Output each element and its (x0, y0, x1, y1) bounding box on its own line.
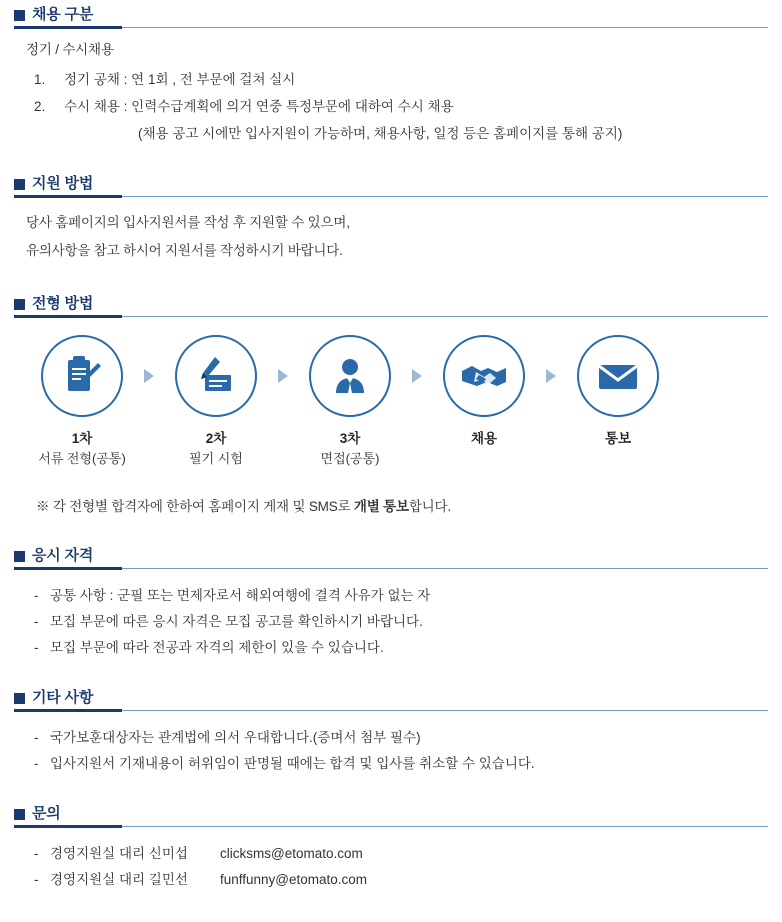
arrow-right-icon (136, 369, 162, 383)
section-divider (14, 26, 768, 30)
section-apply-method (14, 169, 768, 263)
list-item (26, 751, 768, 777)
list-text: 공통 사항 : 군필 또는 면제자로서 해외여행에 결격 사유가 없는 자 (50, 588, 431, 603)
list-item (26, 725, 768, 751)
section-divider (14, 709, 768, 713)
process-note-suffix: 합니다. (408, 499, 451, 514)
section-header (14, 683, 768, 709)
dash-bullet: - (34, 640, 39, 655)
process-steps (14, 319, 768, 469)
divider-thin (14, 826, 768, 827)
step-circle (41, 335, 123, 417)
dash-bullet: - (34, 872, 39, 887)
process-note (14, 469, 768, 515)
step-circle (443, 335, 525, 417)
step-label-primary: 2차 (205, 431, 227, 446)
step-label-secondary: 필기 시험 (189, 451, 243, 466)
list-item (26, 93, 768, 120)
arrow-right-icon (404, 369, 430, 383)
contact-person: 경영지원실 대리 신미섭 (50, 846, 188, 861)
section-recruit-type (14, 0, 768, 147)
list-item (26, 609, 768, 635)
divider-thin (14, 27, 768, 28)
contact-email[interactable]: clicksms@etomato.com (220, 846, 363, 861)
section-header (14, 289, 768, 315)
square-bullet-icon (14, 10, 25, 21)
step-label-primary: 3차 (339, 431, 361, 446)
process-step-2 (162, 335, 270, 469)
square-bullet-icon (14, 551, 25, 562)
list-item (26, 583, 768, 609)
process-note-emphasis: 개별 통보 (353, 499, 409, 514)
process-step-3 (296, 335, 404, 469)
dash-bullet: - (34, 730, 39, 745)
section-header (14, 799, 768, 825)
arrow-right-icon (538, 369, 564, 383)
list-text: 모집 부문에 따른 응시 자격은 모집 공고를 확인하시기 바랍니다. (50, 614, 423, 629)
list-text: 입사지원서 기재내용이 허위임이 판명될 때에는 합격 및 입사를 취소할 수 있습니다. (50, 756, 535, 771)
list-text: 국가보훈대상자는 관계법에 의서 우대합니다.(증며서 첨부 필수) (50, 730, 421, 745)
section-body (14, 30, 768, 147)
divider-thin (14, 568, 768, 569)
square-bullet-icon (14, 693, 25, 704)
dash-bullet: - (34, 588, 39, 603)
section-divider (14, 315, 768, 319)
process-step-1 (28, 335, 136, 469)
recruit-type-note: (채용 공고 시에만 입사지원이 가능하며, 채용사항, 일정 등은 홈페이지를 통해 공지) (138, 126, 623, 141)
section-header (14, 541, 768, 567)
step-circle (309, 335, 391, 417)
contact-person: 경영지원실 대리 길민선 (50, 872, 188, 887)
step-label-secondary: 서류 전형(공통) (38, 451, 126, 466)
process-note-prefix: ※ 각 전형별 합격자에 한하여 홈페이지 게재 및 SMS로 (36, 499, 354, 514)
contact-item (26, 867, 768, 893)
process-step-4 (430, 335, 538, 449)
section-title: 지원 방법 (32, 175, 94, 192)
divider-thin (14, 710, 768, 711)
section-title: 채용 구분 (32, 6, 94, 23)
square-bullet-icon (14, 179, 25, 190)
clipboard-pen-icon (59, 353, 105, 399)
step-label-primary: 통보 (604, 431, 632, 446)
step-circle (175, 335, 257, 417)
step-label-secondary: 면접(공통) (320, 451, 380, 466)
dash-bullet: - (34, 846, 39, 861)
divider-thick (14, 825, 122, 828)
section-etc (14, 683, 768, 777)
person-tie-icon (327, 353, 373, 399)
handshake-icon (459, 353, 509, 399)
square-bullet-icon (14, 809, 25, 820)
section-eligibility (14, 541, 768, 661)
section-divider (14, 567, 768, 571)
divider-thick (14, 567, 122, 570)
list-text: 모집 부문에 따라 전공과 자격의 제한이 있을 수 있습니다. (50, 640, 384, 655)
section-divider (14, 825, 768, 829)
list-text: 정기 공채 : 연 1회 , 전 부문에 걸쳐 실시 (64, 72, 296, 87)
list-number: 2. (34, 99, 46, 114)
list-text: 수시 채용 : 인력수급계획에 의거 연중 특정부문에 대하여 수시 채용 (64, 99, 454, 114)
divider-thick (14, 315, 122, 318)
section-header (14, 0, 768, 26)
dash-bullet: - (34, 756, 39, 771)
apply-line: 당사 홈페이지의 입사지원서를 작성 후 지원할 수 있으며, (26, 215, 350, 230)
lead-text: 정기 / 수시채용 (26, 42, 114, 57)
square-bullet-icon (14, 299, 25, 310)
divider-thin (14, 316, 768, 317)
divider-thick (14, 195, 122, 198)
list-number: 1. (34, 72, 46, 87)
envelope-icon (594, 353, 642, 399)
contact-email[interactable]: funffunny@etomato.com (220, 872, 368, 887)
section-body (14, 713, 768, 777)
section-contact (14, 799, 768, 893)
section-title: 전형 방법 (32, 295, 94, 312)
list-item (26, 635, 768, 661)
section-process (14, 289, 768, 515)
section-title: 문의 (32, 805, 61, 822)
pen-paper-icon (193, 353, 239, 399)
step-circle (577, 335, 659, 417)
divider-thick (14, 26, 122, 29)
divider-thin (14, 196, 768, 197)
step-label-primary: 채용 (470, 431, 498, 446)
section-body (14, 571, 768, 661)
arrow-right-icon (270, 369, 296, 383)
section-body (14, 199, 768, 263)
contact-item (26, 841, 768, 867)
section-header (14, 169, 768, 195)
section-title: 응시 자격 (32, 547, 94, 564)
divider-thick (14, 709, 122, 712)
list-item (26, 66, 768, 93)
dash-bullet: - (34, 614, 39, 629)
section-title: 기타 사항 (32, 689, 94, 706)
step-label-primary: 1차 (71, 431, 93, 446)
section-body (14, 829, 768, 893)
process-step-5 (564, 335, 672, 449)
section-divider (14, 195, 768, 199)
apply-line: 유의사항을 참고 하시어 지원서를 작성하시기 바랍니다. (26, 243, 343, 258)
